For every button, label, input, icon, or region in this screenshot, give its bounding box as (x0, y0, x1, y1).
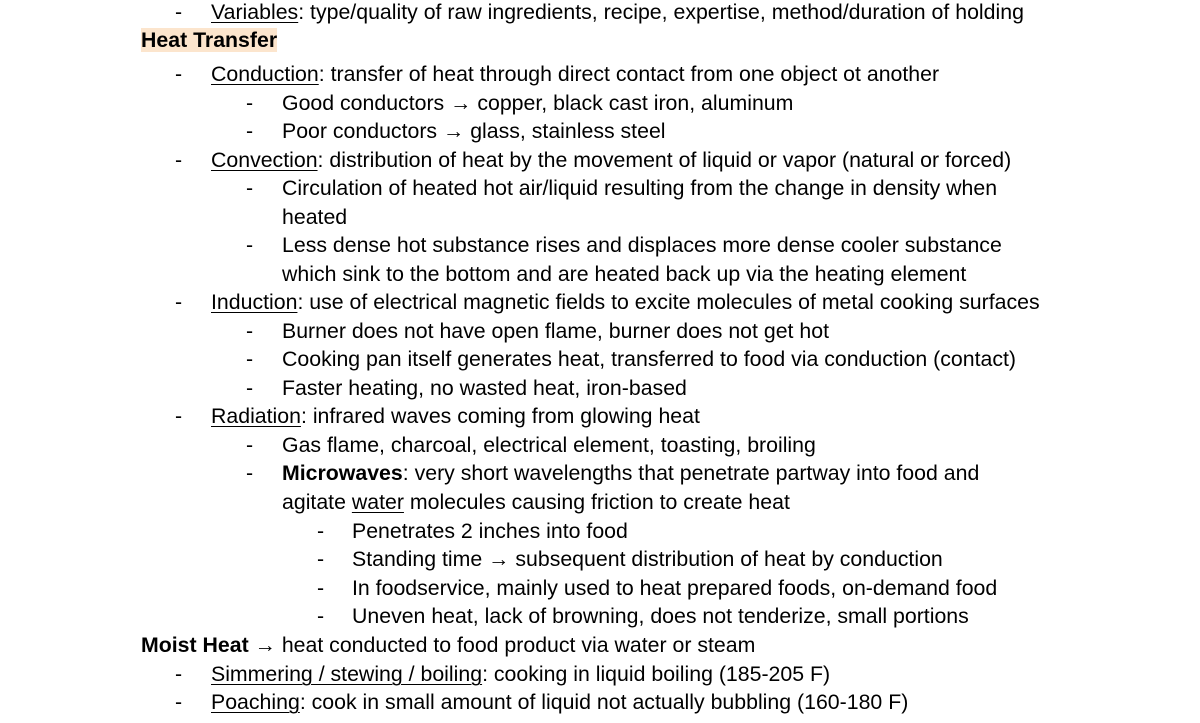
bullet-dash: - (317, 547, 325, 571)
list-item-text: heated (282, 205, 348, 229)
term-simmering: Simmering / stewing / boiling (211, 662, 483, 686)
list-item-text: Uneven heat, lack of browning, does not tenderize, small portions (352, 604, 969, 628)
heat-transfer-heading: Heat Transfer (141, 28, 278, 52)
bullet-dash: - (246, 176, 254, 200)
list-item-text: In foodservice, mainly used to heat prepared foods, on-demand food (352, 576, 998, 600)
microwaves-text-post: molecules causing friction to create heat (403, 490, 790, 514)
bullet-dash: - (246, 319, 254, 343)
bullet-dash: - (175, 0, 183, 24)
list-item-text: Good conductors → copper, black cast iron, aluminum (282, 91, 794, 115)
bullet-dash: - (317, 604, 325, 628)
bullet-dash: - (246, 233, 254, 257)
bullet-dash: - (175, 404, 183, 428)
bullet-dash: - (175, 690, 183, 714)
moist-heat-heading: Moist Heat (141, 633, 249, 657)
moist-heat-text: → heat conducted to food product via water or steam (248, 633, 756, 657)
bullet-dash: - (317, 519, 325, 543)
convection-text: : distribution of heat by the movement of liquid or vapor (natural or forced) (317, 148, 1012, 172)
term-conduction: Conduction (211, 62, 319, 86)
list-item-text: Standing time → subsequent distribution of heat by conduction (352, 547, 943, 571)
bullet-dash: - (246, 461, 254, 485)
variables-text: : type/quality of raw ingredients, recipe, expertise, method/duration of holding (298, 0, 1024, 24)
list-item-text: Circulation of heated hot air/liquid resulting from the change in density when (282, 176, 998, 200)
simmering-text: : cooking in liquid boiling (185-205 F) (482, 662, 831, 686)
list-item-text: Poor conductors → glass, stainless steel (282, 119, 666, 143)
heading-heat-transfer (141, 26, 277, 54)
bullet-dash: - (246, 376, 254, 400)
microwaves-text: : very short wavelengths that penetrate partway into food and (402, 461, 980, 485)
term-poaching: Poaching (211, 690, 300, 714)
poaching-text: : cook in small amount of liquid not actually bubbling (160-180 F) (299, 690, 909, 714)
list-item-text: Gas flame, charcoal, electrical element, toasting, broiling (282, 433, 816, 457)
term-radiation: Radiation (211, 404, 301, 428)
term-variables: Variables (211, 0, 299, 24)
bullet-dash: - (246, 91, 254, 115)
bullet-dash: - (175, 662, 183, 686)
bullet-dash: - (246, 347, 254, 371)
list-item-text: which sink to the bottom and are heated back up via the heating element (282, 262, 967, 286)
term-water: water (351, 490, 404, 514)
microwaves-text-pre: agitate (282, 490, 352, 514)
list-item-text: Burner does not have open flame, burner does not get hot (282, 319, 829, 343)
induction-text: : use of electrical magnetic fields to excite molecules of metal cooking surfaces (297, 290, 1040, 314)
bullet-dash: - (175, 290, 183, 314)
list-item-text: Penetrates 2 inches into food (352, 519, 628, 543)
bullet-dash: - (175, 62, 183, 86)
conduction-text: : transfer of heat through direct contact from one object ot another (318, 62, 940, 86)
bullet-dash: - (317, 576, 325, 600)
radiation-text: : infrared waves coming from glowing heat (300, 404, 700, 428)
bullet-dash: - (246, 433, 254, 457)
term-induction: Induction (211, 290, 298, 314)
bullet-dash: - (175, 148, 183, 172)
list-item-text: Less dense hot substance rises and displaces more dense cooler substance (282, 233, 1002, 257)
term-convection: Convection (211, 148, 318, 172)
term-microwaves: Microwaves (282, 461, 403, 485)
bullet-dash: - (246, 119, 254, 143)
heading-moist-heat (141, 631, 755, 659)
list-item-text: Cooking pan itself generates heat, transferred to food via conduction (contact) (282, 347, 1016, 371)
list-item-text: Faster heating, no wasted heat, iron-based (282, 376, 687, 400)
